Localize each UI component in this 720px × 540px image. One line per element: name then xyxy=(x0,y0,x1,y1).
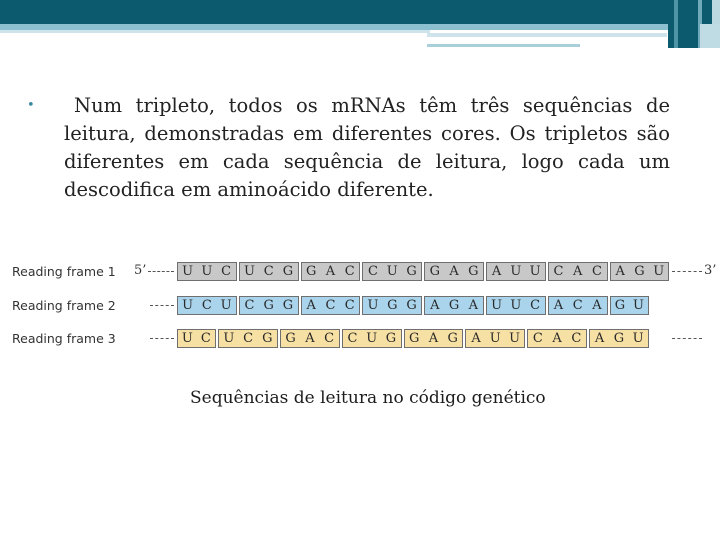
codon-box xyxy=(177,329,216,348)
codon-box xyxy=(280,329,340,348)
nucleotide: A xyxy=(471,331,481,346)
codon-box xyxy=(239,262,299,281)
nucleotide: U xyxy=(366,331,378,346)
nucleotide: A xyxy=(552,331,562,346)
codon-box xyxy=(362,262,422,281)
nucleotide: C xyxy=(244,298,255,313)
codon-box xyxy=(486,262,546,281)
nucleotide: C xyxy=(243,331,254,346)
nucleotide: G xyxy=(406,298,417,313)
nucleotide: A xyxy=(553,298,564,313)
nucleotide: A xyxy=(449,264,459,279)
header-rule xyxy=(427,33,667,37)
nucleotide: C xyxy=(553,264,564,279)
nucleotide: G xyxy=(614,298,626,313)
codon-box xyxy=(239,296,299,315)
nucleotide: C xyxy=(344,298,355,313)
nucleotide: C xyxy=(572,298,583,313)
nucleotide: C xyxy=(368,264,378,279)
nucleotide: U xyxy=(489,331,501,346)
nucleotide: C xyxy=(200,331,211,346)
nucleotide: A xyxy=(306,298,316,313)
codon-box xyxy=(548,262,608,281)
nucleotide: U xyxy=(510,298,522,313)
codon-box xyxy=(548,296,608,315)
frame-2-sequence xyxy=(176,296,670,315)
nucleotide: C xyxy=(532,331,543,346)
nucleotide: G xyxy=(285,331,296,346)
nucleotide: G xyxy=(282,298,294,313)
codon-box xyxy=(218,329,278,348)
nucleotide: G xyxy=(406,264,417,279)
nucleotide: C xyxy=(571,331,582,346)
codon-box xyxy=(177,262,237,281)
nucleotide: U xyxy=(182,298,194,313)
header-band xyxy=(0,0,720,24)
codon-box xyxy=(424,296,484,315)
codon-box xyxy=(424,262,484,281)
header-corner-strip xyxy=(700,24,720,48)
nucleotide: U xyxy=(633,298,644,313)
nucleotide: U xyxy=(223,331,235,346)
nucleotide: U xyxy=(653,264,665,279)
codon-box xyxy=(465,329,525,348)
dashed-line xyxy=(672,271,702,272)
nucleotide: A xyxy=(594,331,605,346)
nucleotide: C xyxy=(221,264,232,279)
nucleotide: C xyxy=(201,298,212,313)
nucleotide: A xyxy=(430,298,440,313)
nucleotide: G xyxy=(447,331,458,346)
five-prime-label: 5’ xyxy=(134,263,147,278)
nucleotide: U xyxy=(632,331,644,346)
codon-box xyxy=(362,296,422,315)
nucleotide: G xyxy=(409,331,420,346)
nucleotide: A xyxy=(468,298,479,313)
nucleotide: A xyxy=(325,264,336,279)
nucleotide: U xyxy=(386,264,398,279)
frame-label: Reading frame 1 xyxy=(12,264,116,279)
nucleotide: A xyxy=(428,331,439,346)
nucleotide: G xyxy=(387,298,398,313)
nucleotide: G xyxy=(385,331,397,346)
reading-frames-figure xyxy=(0,258,720,350)
nucleotide: G xyxy=(468,264,479,279)
bullet-icon: • xyxy=(27,98,35,113)
codon-box xyxy=(527,329,587,348)
nucleotide: A xyxy=(615,264,625,279)
nucleotide: U xyxy=(181,331,193,346)
nucleotide: C xyxy=(325,298,336,313)
bullet-paragraph: Num tripleto, todos os mRNAs têm três sequências de leitura, demonstradas em diferentes cores. Os tripletos são diferentes em cada sequência de leitura, logo cada um descodifica em aminoácido diferente. xyxy=(64,94,670,201)
header-rule xyxy=(427,44,580,47)
codon-box xyxy=(610,262,670,281)
nucleotide: C xyxy=(263,264,274,279)
codon-box xyxy=(589,329,649,348)
dashed-line xyxy=(672,338,702,339)
nucleotide: U xyxy=(243,264,255,279)
nucleotide: G xyxy=(263,298,274,313)
three-prime-label: 3’ xyxy=(704,263,717,278)
codon-box xyxy=(610,296,649,315)
dashed-line xyxy=(150,338,174,339)
nucleotide: C xyxy=(344,264,355,279)
nucleotide: A xyxy=(592,298,602,313)
nucleotide: U xyxy=(182,264,194,279)
frame-label: Reading frame 2 xyxy=(12,298,116,313)
frame-label: Reading frame 3 xyxy=(12,331,116,346)
nucleotide: U xyxy=(509,331,521,346)
frame-1-sequence xyxy=(176,262,670,281)
nucleotide: A xyxy=(572,264,583,279)
nucleotide: G xyxy=(262,331,273,346)
nucleotide: U xyxy=(201,264,213,279)
dashed-line xyxy=(148,271,174,272)
codon-box xyxy=(486,296,546,315)
dashed-line xyxy=(150,305,174,306)
nucleotide: C xyxy=(591,264,602,279)
nucleotide: G xyxy=(448,298,460,313)
codon-box xyxy=(177,296,237,315)
nucleotide: U xyxy=(367,298,379,313)
nucleotide: C xyxy=(324,331,335,346)
nucleotide: U xyxy=(491,298,503,313)
nucleotide: A xyxy=(491,264,502,279)
nucleotide: U xyxy=(220,298,232,313)
nucleotide: A xyxy=(305,331,315,346)
figure-caption: Sequências de leitura no código genético xyxy=(190,388,546,408)
header-rule xyxy=(0,30,430,33)
codon-box xyxy=(301,262,361,281)
codon-box xyxy=(342,329,402,348)
codon-box xyxy=(404,329,464,348)
nucleotide: G xyxy=(282,264,294,279)
codon-box xyxy=(301,296,361,315)
frame-3-sequence xyxy=(176,329,670,348)
nucleotide: U xyxy=(529,264,541,279)
nucleotide: C xyxy=(347,331,358,346)
nucleotide: G xyxy=(613,331,625,346)
nucleotide: G xyxy=(306,264,317,279)
nucleotide: G xyxy=(429,264,440,279)
nucleotide: U xyxy=(510,264,522,279)
nucleotide: G xyxy=(634,264,645,279)
nucleotide: C xyxy=(530,298,541,313)
